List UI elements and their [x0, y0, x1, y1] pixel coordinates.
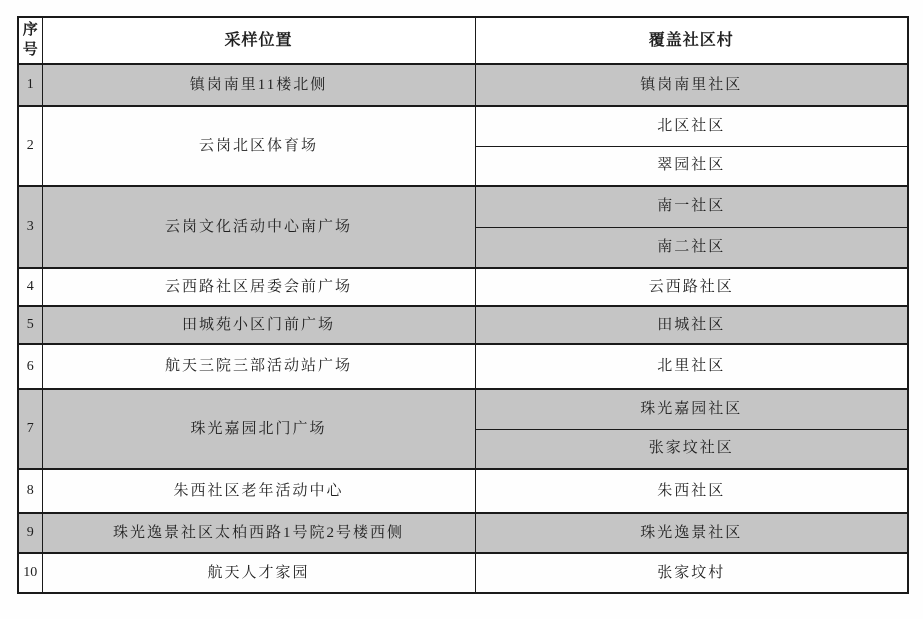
- community-cell: 云西路社区: [475, 268, 908, 306]
- community-cell: 翠园社区: [475, 146, 908, 186]
- row-index-cell: 5: [18, 306, 42, 344]
- community-cell: 镇岗南里社区: [475, 64, 908, 106]
- row-index-cell: 6: [18, 344, 42, 389]
- community-cell: 珠光嘉园社区: [475, 389, 908, 429]
- header-communities: 覆盖社区村: [475, 17, 908, 64]
- location-cell: 珠光嘉园北门广场: [42, 389, 475, 469]
- table-row: [18, 469, 908, 513]
- header-index: 序号: [18, 17, 42, 64]
- community-cell: 朱西社区: [475, 469, 908, 513]
- table-body: [18, 64, 908, 593]
- community-cell: 张家坟社区: [475, 429, 908, 469]
- location-cell: 珠光逸景社区太柏西路1号院2号楼西侧: [42, 513, 475, 553]
- row-index-cell: 8: [18, 469, 42, 513]
- table-row: [18, 513, 908, 553]
- community-cell: 珠光逸景社区: [475, 513, 908, 553]
- table-row: [18, 306, 908, 344]
- location-cell: 云岗文化活动中心南广场: [42, 186, 475, 268]
- row-index-cell: 7: [18, 389, 42, 469]
- location-cell: 云西路社区居委会前广场: [42, 268, 475, 306]
- community-cell: 田城社区: [475, 306, 908, 344]
- table-row: [18, 186, 908, 227]
- row-index-cell: 2: [18, 106, 42, 186]
- location-cell: 朱西社区老年活动中心: [42, 469, 475, 513]
- community-cell: 北里社区: [475, 344, 908, 389]
- location-cell: 田城苑小区门前广场: [42, 306, 475, 344]
- table-row: [18, 389, 908, 429]
- row-index-cell: 9: [18, 513, 42, 553]
- table-row: [18, 106, 908, 146]
- row-index-cell: 3: [18, 186, 42, 268]
- location-cell: 航天人才家园: [42, 553, 475, 593]
- community-cell: 北区社区: [475, 106, 908, 146]
- row-index-cell: 4: [18, 268, 42, 306]
- location-cell: 云岗北区体育场: [42, 106, 475, 186]
- row-index-cell: 1: [18, 64, 42, 106]
- community-cell: 南一社区: [475, 186, 908, 227]
- sampling-locations-table: [17, 16, 909, 594]
- community-cell: 张家坟村: [475, 553, 908, 593]
- header-row: [18, 17, 908, 64]
- row-index-cell: 10: [18, 553, 42, 593]
- location-cell: 航天三院三部活动站广场: [42, 344, 475, 389]
- community-cell: 南二社区: [475, 227, 908, 268]
- header-location: 采样位置: [42, 17, 475, 64]
- table-row: [18, 344, 908, 389]
- table-row: [18, 64, 908, 106]
- table-row: [18, 553, 908, 593]
- location-cell: 镇岗南里11楼北侧: [42, 64, 475, 106]
- table-row: [18, 268, 908, 306]
- table-header: [18, 17, 908, 64]
